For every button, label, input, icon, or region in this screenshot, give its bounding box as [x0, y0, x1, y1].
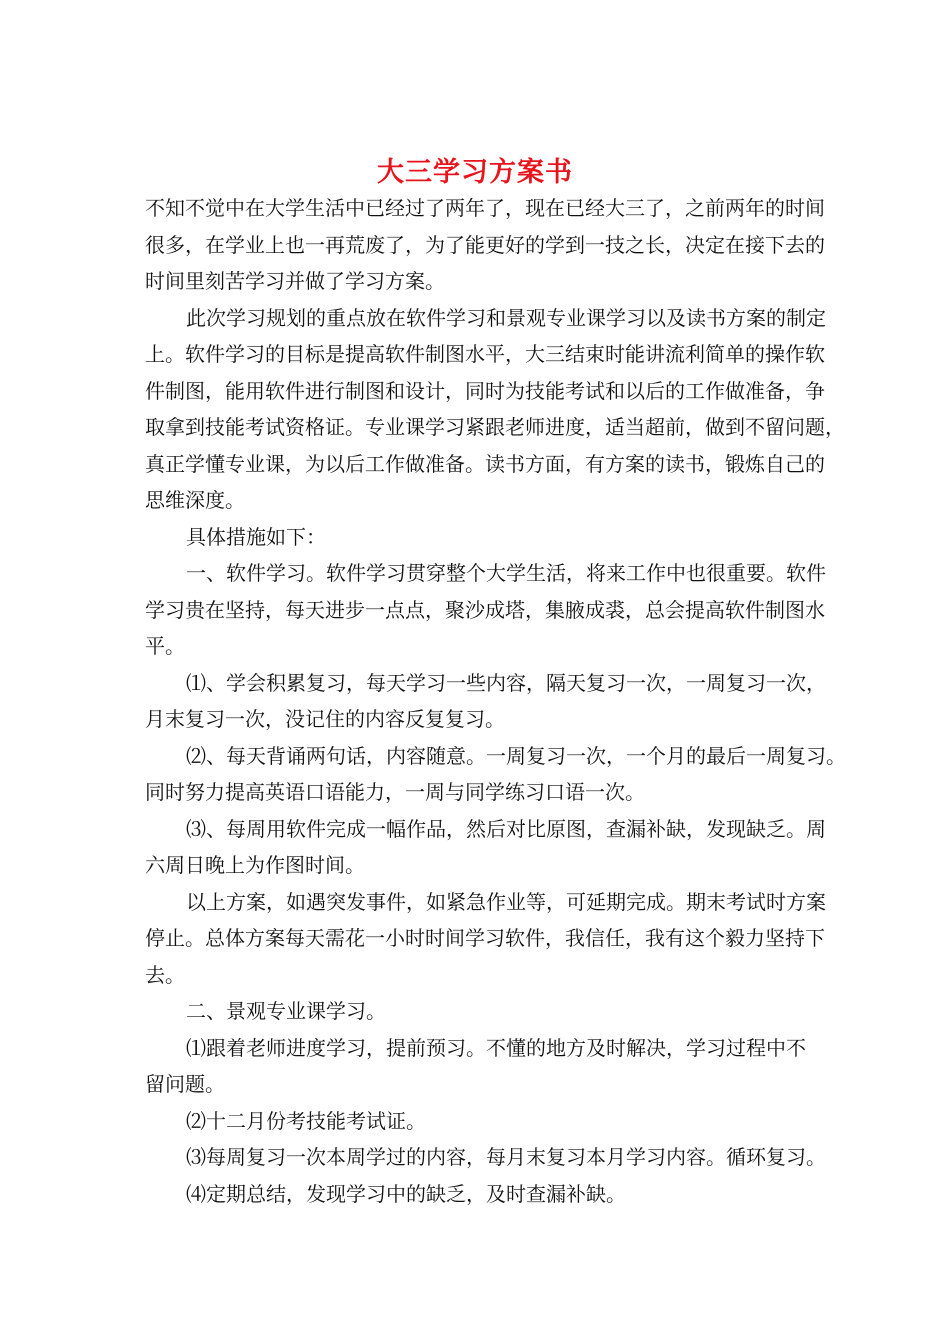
text-line: 思维深度。 — [145, 488, 245, 512]
text-line: ⑴跟着老师进度学习，提前预习。不懂的地方及时解决，学习过程中不 — [186, 1035, 806, 1060]
text-line: ⑵十二月份考技能考试证。 — [186, 1108, 426, 1133]
text-line: 取拿到技能考试资格证。专业课学习紧跟老师进度，适当超前，做到不留问题， — [145, 415, 845, 439]
text-line: 不知不觉中在大学生活中已经过了两年了，现在已经大三了，之前两年的时间 — [145, 196, 825, 220]
text-line: 很多，在学业上也一再荒废了，为了能更好的学到一技之长，决定在接下去的 — [145, 232, 825, 257]
text-line: 月末复习一次，没记住的内容反复复习。 — [145, 707, 505, 731]
text-line: 此次学习规划的重点放在软件学习和景观专业课学习以及读书方案的制定 — [186, 305, 826, 330]
text-line: ⑴、学会积累复习，每天学习一些内容，隔天复习一次，一周复习一次， — [186, 670, 826, 695]
text-line: 上。软件学习的目标是提高软件制图水平，大三结束时能讲流利简单的操作软 — [145, 342, 825, 366]
text-line: 具体措施如下： — [186, 524, 326, 549]
text-line: 二、景观专业课学习。 — [186, 999, 386, 1023]
text-line: 平。 — [145, 634, 185, 658]
text-line: 件制图，能用软件进行制图和设计，同时为技能考试和以后的工作做准备，争 — [145, 378, 825, 403]
text-line: ⑷定期总结，发现学习中的缺乏，及时查漏补缺。 — [186, 1181, 626, 1206]
document-body — [145, 190, 846, 1212]
document-title: 大三学习方案书 — [377, 157, 573, 188]
text-line: 六周日晚上为作图时间。 — [145, 853, 365, 877]
text-line: 同时努力提高英语口语能力，一周与同学练习口语一次。 — [145, 780, 645, 804]
text-line: ⑶、每周用软件完成一幅作品，然后对比原图，查漏补缺，发现缺乏。周 — [186, 816, 826, 841]
text-line: 以上方案，如遇突发事件，如紧急作业等，可延期完成。期末考试时方案 — [186, 889, 826, 914]
text-line: 真正学懂专业课，为以后工作做准备。读书方面，有方案的读书，锻炼自己的 — [145, 451, 825, 476]
text-line: 留问题。 — [145, 1072, 225, 1096]
text-line: 停止。总体方案每天需花一小时时间学习软件，我信任，我有这个毅力坚持下 — [145, 926, 825, 950]
text-line: 时间里刻苦学习并做了学习方案。 — [145, 269, 445, 293]
text-line: 一、软件学习。软件学习贯穿整个大学生活，将来工作中也很重要。软件 — [186, 561, 826, 585]
text-line: ⑵、每天背诵两句话，内容随意。一周复习一次，一个月的最后一周复习。 — [186, 743, 846, 768]
text-line: 学习贵在坚持，每天进步一点点，聚沙成塔，集腋成裘，总会提高软件制图水 — [145, 597, 825, 622]
text-line: ⑶每周复习一次本周学过的内容，每月末复习本月学习内容。循环复习。 — [186, 1145, 826, 1169]
text-line: 去。 — [145, 962, 185, 987]
